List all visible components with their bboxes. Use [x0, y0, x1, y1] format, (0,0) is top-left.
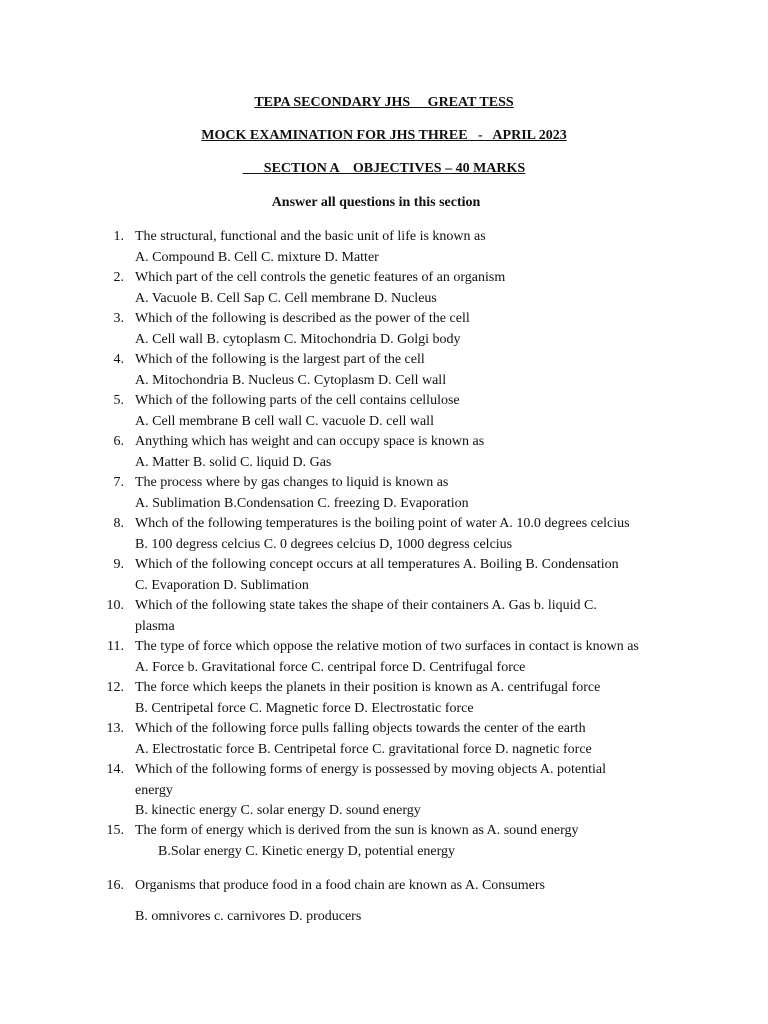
question-text: The structural, functional and the basic unit of life is known as	[135, 229, 486, 244]
question-text: Whch of the following temperatures is the boiling point of water A. 10.0 degrees celcius	[135, 516, 630, 531]
answer-options: A. Cell membrane B cell wall C. vacuole D. cell wall	[135, 413, 434, 429]
question-number: 7.	[113, 475, 124, 490]
question-text: The process where by gas changes to liquid is known as	[135, 475, 449, 490]
question-number: 9.	[113, 557, 124, 572]
answer-options: C. Evaporation D. Sublimation	[135, 577, 309, 593]
answer-options: A. Vacuole B. Cell Sap C. Cell membrane D. Nucleus	[135, 290, 437, 306]
question-number: 3.	[113, 311, 124, 326]
question-number: 5.	[113, 393, 124, 408]
question-text: Which of the following concept occurs at all temperatures A. Boiling B. Condensation	[135, 557, 619, 572]
answer-options: B. 100 degress celcius C. 0 degrees celcius D, 1000 degress celcius	[135, 536, 513, 552]
question-number: 10.	[106, 598, 124, 613]
question-text: Which of the following forms of energy is possessed by moving objects A. potential	[135, 762, 607, 777]
question-number: 1.	[113, 229, 124, 244]
question-number: 11.	[107, 639, 124, 654]
question-text: Which of the following is described as the power of the cell	[135, 311, 470, 326]
answer-options: A. Electrostatic force B. Centripetal force C. gravitational force D. nagnetic force	[135, 741, 592, 757]
section-title: SECTION A OBJECTIVES – 40 MARKS	[242, 161, 526, 176]
question-text: The force which keeps the planets in their position is known as A. centrifugal force	[135, 680, 601, 695]
question-number: 14.	[106, 762, 124, 777]
question-text: Anything which has weight and can occupy space is known as	[135, 434, 485, 449]
question-text: The form of energy which is derived from the sun is known as A. sound energy	[135, 823, 579, 838]
question-text: Which of the following force pulls falling objects towards the center of the earth	[135, 721, 586, 736]
question-number: 16.	[106, 878, 124, 893]
answer-options: A. Mitochondria B. Nucleus C. Cytoplasm D. Cell wall	[135, 372, 447, 388]
question-number: 12.	[106, 680, 124, 695]
question-text: Organisms that produce food in a food chain are known as A. Consumers	[135, 878, 545, 893]
answer-options: B. kinectic energy C. solar energy D. sound energy	[135, 803, 421, 818]
answer-options: B.Solar energy C. Kinetic energy D, potential energy	[158, 843, 456, 859]
question-number: 8.	[113, 516, 124, 531]
answer-options: A. Matter B. solid C. liquid D. Gas	[135, 454, 332, 470]
question-text-continued: energy	[135, 782, 173, 798]
instruction: Answer all questions in this section	[271, 195, 481, 210]
school-title: TEPA SECONDARY JHS GREAT TESS	[254, 95, 514, 110]
answer-options: B. omnivores c. carnivores D. producers	[135, 909, 362, 924]
question-number: 6.	[113, 434, 124, 449]
answer-options: A. Compound B. Cell C. mixture D. Matter	[135, 249, 379, 265]
question-text: Which of the following parts of the cell contains cellulose	[135, 393, 460, 408]
answer-options: B. Centripetal force C. Magnetic force D. Electrostatic force	[135, 700, 474, 716]
answer-options: A. Force b. Gravitational force C. centripal force D. Centrifugal force	[135, 659, 526, 675]
question-text-continued: plasma	[135, 618, 175, 634]
question-text: The type of force which oppose the relative motion of two surfaces in contact is known as	[135, 639, 639, 654]
exam-title: MOCK EXAMINATION FOR JHS THREE - APRIL 2023	[201, 128, 567, 143]
question-number: 2.	[113, 270, 124, 285]
question-number: 15.	[106, 823, 124, 838]
question-text: Which of the following is the largest part of the cell	[135, 352, 425, 367]
question-number: 13.	[106, 721, 124, 736]
question-text: Which of the following state takes the shape of their containers A. Gas b. liquid C.	[135, 598, 597, 613]
answer-options: A. Cell wall B. cytoplasm C. Mitochondria D. Golgi body	[135, 331, 461, 347]
question-number: 4.	[113, 352, 124, 367]
question-text: Which part of the cell controls the genetic features of an organism	[135, 270, 506, 285]
answer-options: A. Sublimation B.Condensation C. freezing D. Evaporation	[135, 495, 469, 511]
